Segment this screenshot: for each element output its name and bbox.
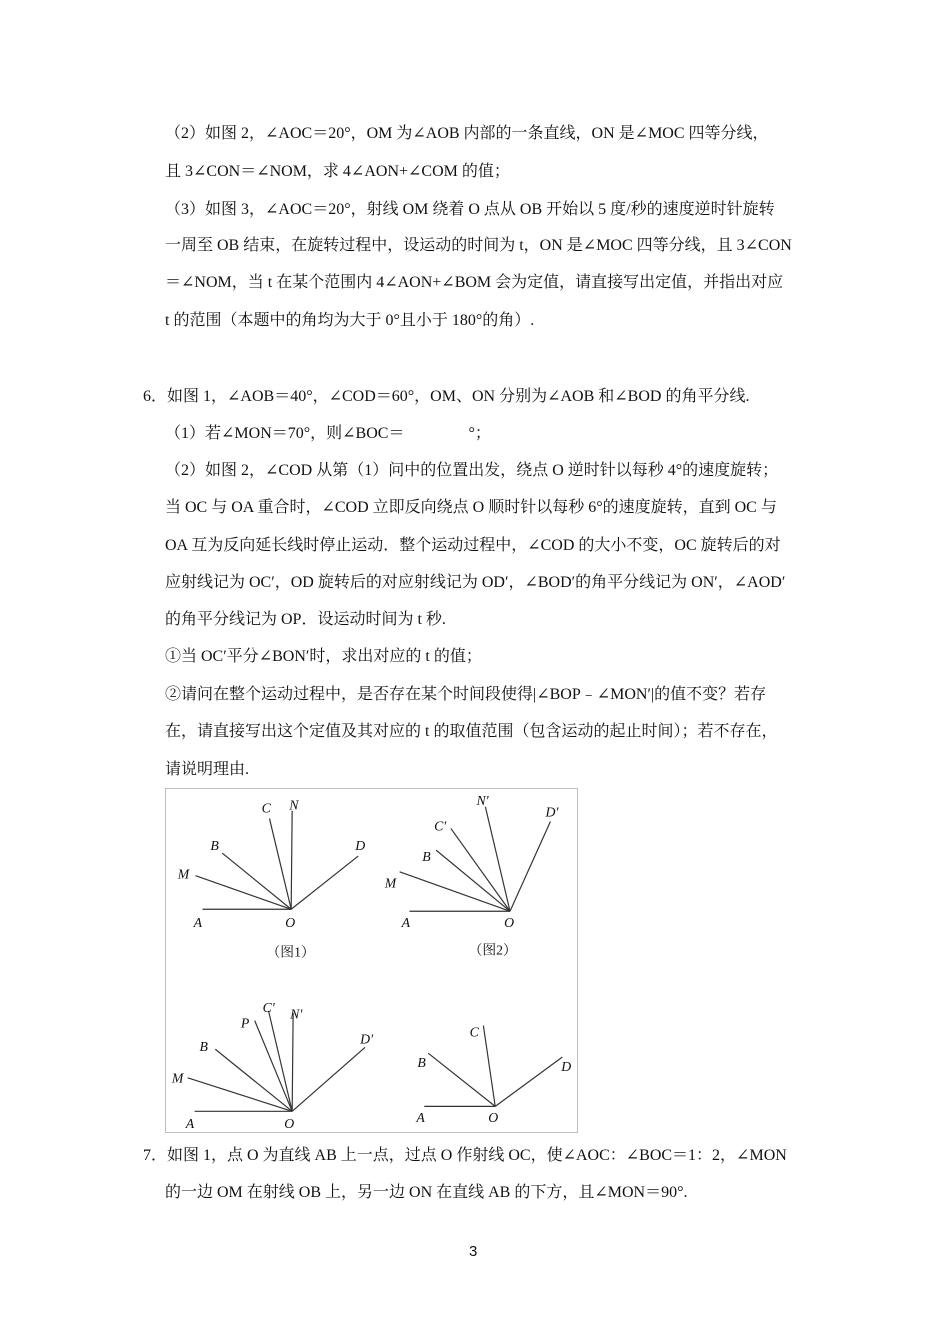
label-a: A xyxy=(193,915,203,930)
label-b: B xyxy=(199,1039,208,1055)
label-p: P xyxy=(240,1015,250,1031)
label-c-prime: C′ xyxy=(434,818,447,834)
label-b: B xyxy=(417,1054,426,1070)
ray-oc xyxy=(269,819,291,910)
label-o: O xyxy=(285,915,296,930)
label-d-prime: D′ xyxy=(360,1031,374,1047)
text-line: ②请问在整个运动过程中，是否存在某个时间段使得|∠BOP﹣∠MON′|的值不变？若存 xyxy=(165,686,767,703)
label-m: M xyxy=(177,866,190,882)
text-line: 的一边 OM 在射线 OB 上，另一边 ON 在直线 AB 的下方，且∠MON＝90°. xyxy=(165,1184,688,1201)
label-n-prime: N′ xyxy=(476,792,489,808)
text-line: 6．如图 1，∠AOB＝40°，∠COD＝60°，OM、ON 分别为∠AOB 和∠BOD 的角平分线. xyxy=(143,388,750,405)
ray-ob xyxy=(222,853,291,909)
page-number: 3 xyxy=(469,1243,478,1260)
text-line: （1）若∠MON＝70°，则∠BOC＝ °； xyxy=(165,425,491,442)
text-line: 请说明理由. xyxy=(165,761,250,778)
ray-on xyxy=(291,811,292,910)
label-a: A xyxy=(185,1116,195,1132)
label-a: A xyxy=(416,1110,425,1126)
text-line: 且 3∠CON＝∠NOM，求 4∠AON+∠COM 的值； xyxy=(165,163,510,180)
figure-4 xyxy=(424,1026,562,1107)
label-n: N xyxy=(289,797,299,813)
text-line: 在，请直接写出这个定值及其对应的 t 的取值范围（包含运动的起止时间）；若不存在， xyxy=(165,723,778,740)
label-b: B xyxy=(210,838,219,854)
label-m: M xyxy=(171,1070,184,1086)
angle-diagrams xyxy=(166,789,579,1134)
text-line: 当 OC 与 OA 重合时，∠COD 立即反向绕点 O 顺时针以每秒 6°的速度旋转，直到 OC 与 xyxy=(165,499,777,516)
label-c: C xyxy=(469,1024,479,1040)
text-line: OA 互为反向延长线时停止运动．整个运动过程中，∠COD 的大小不变，OC 旋转后的对 xyxy=(165,537,781,554)
text-line: （2）如图 2，∠COD 从第（1）问中的位置出发，绕点 O 逆时针以每秒 4°的速度旋转； xyxy=(165,462,779,479)
label-m: M xyxy=(384,875,397,891)
label-o: O xyxy=(284,1116,295,1132)
label-c-prime: C′ xyxy=(262,999,275,1015)
text-line: t 的范围（本题中的角均为大于 0°且小于 180°的角）. xyxy=(165,312,535,329)
ray-om xyxy=(196,876,292,910)
figures-panel xyxy=(165,788,578,1133)
ray-od xyxy=(291,856,358,909)
label-n-prime: N′ xyxy=(290,1006,303,1022)
figure-1 xyxy=(196,811,359,910)
text-line: 一周至 OB 结束，在旋转过程中，设运动的时间为 t，ON 是∠MOC 四等分线，且 3∠CON xyxy=(165,237,792,254)
figure-1-caption: （图1） xyxy=(266,944,315,960)
text-line: ①当 OC′平分∠BON′时，求出对应的 t 的值； xyxy=(165,648,482,665)
label-d: D xyxy=(561,1058,572,1074)
label-o: O xyxy=(504,915,515,930)
text-line: 的角平分线记为 OP．设运动时间为 t 秒. xyxy=(165,611,446,628)
text-line: （2）如图 2，∠AOC＝20°，OM 为∠AOB 内部的一条直线，ON 是∠MOC 四等分线， xyxy=(165,125,769,142)
label-o: O xyxy=(488,1110,499,1126)
label-a: A xyxy=(401,915,411,930)
text-line: ＝∠NOM，当 t 在某个范围内 4∠AON+∠BOM 会为定值，请直接写出定值，并指出对应 xyxy=(165,274,784,291)
label-d-prime: D′ xyxy=(545,804,559,820)
text-line: （3）如图 3，∠AOC＝20°，射线 OM 绕着 O 点从 OB 开始以 5 度/秒的速度逆时针旋转 xyxy=(165,201,775,218)
figure-3 xyxy=(188,1011,365,1112)
text-line: 应射线记为 OC′，OD 旋转后的对应射线记为 OD′，∠BOD′的角平分线记为 ON′，∠AOD′ xyxy=(165,574,786,591)
figure-2-caption: （图2） xyxy=(468,942,517,958)
text-line: 7．如图 1，点 O 为直线 AB 上一点，过点 O 作射线 OC，使∠AOC：∠BOC＝1：2，∠MON xyxy=(143,1147,787,1164)
label-b: B xyxy=(422,848,431,864)
label-c: C xyxy=(261,800,271,816)
label-d: D xyxy=(355,838,366,854)
